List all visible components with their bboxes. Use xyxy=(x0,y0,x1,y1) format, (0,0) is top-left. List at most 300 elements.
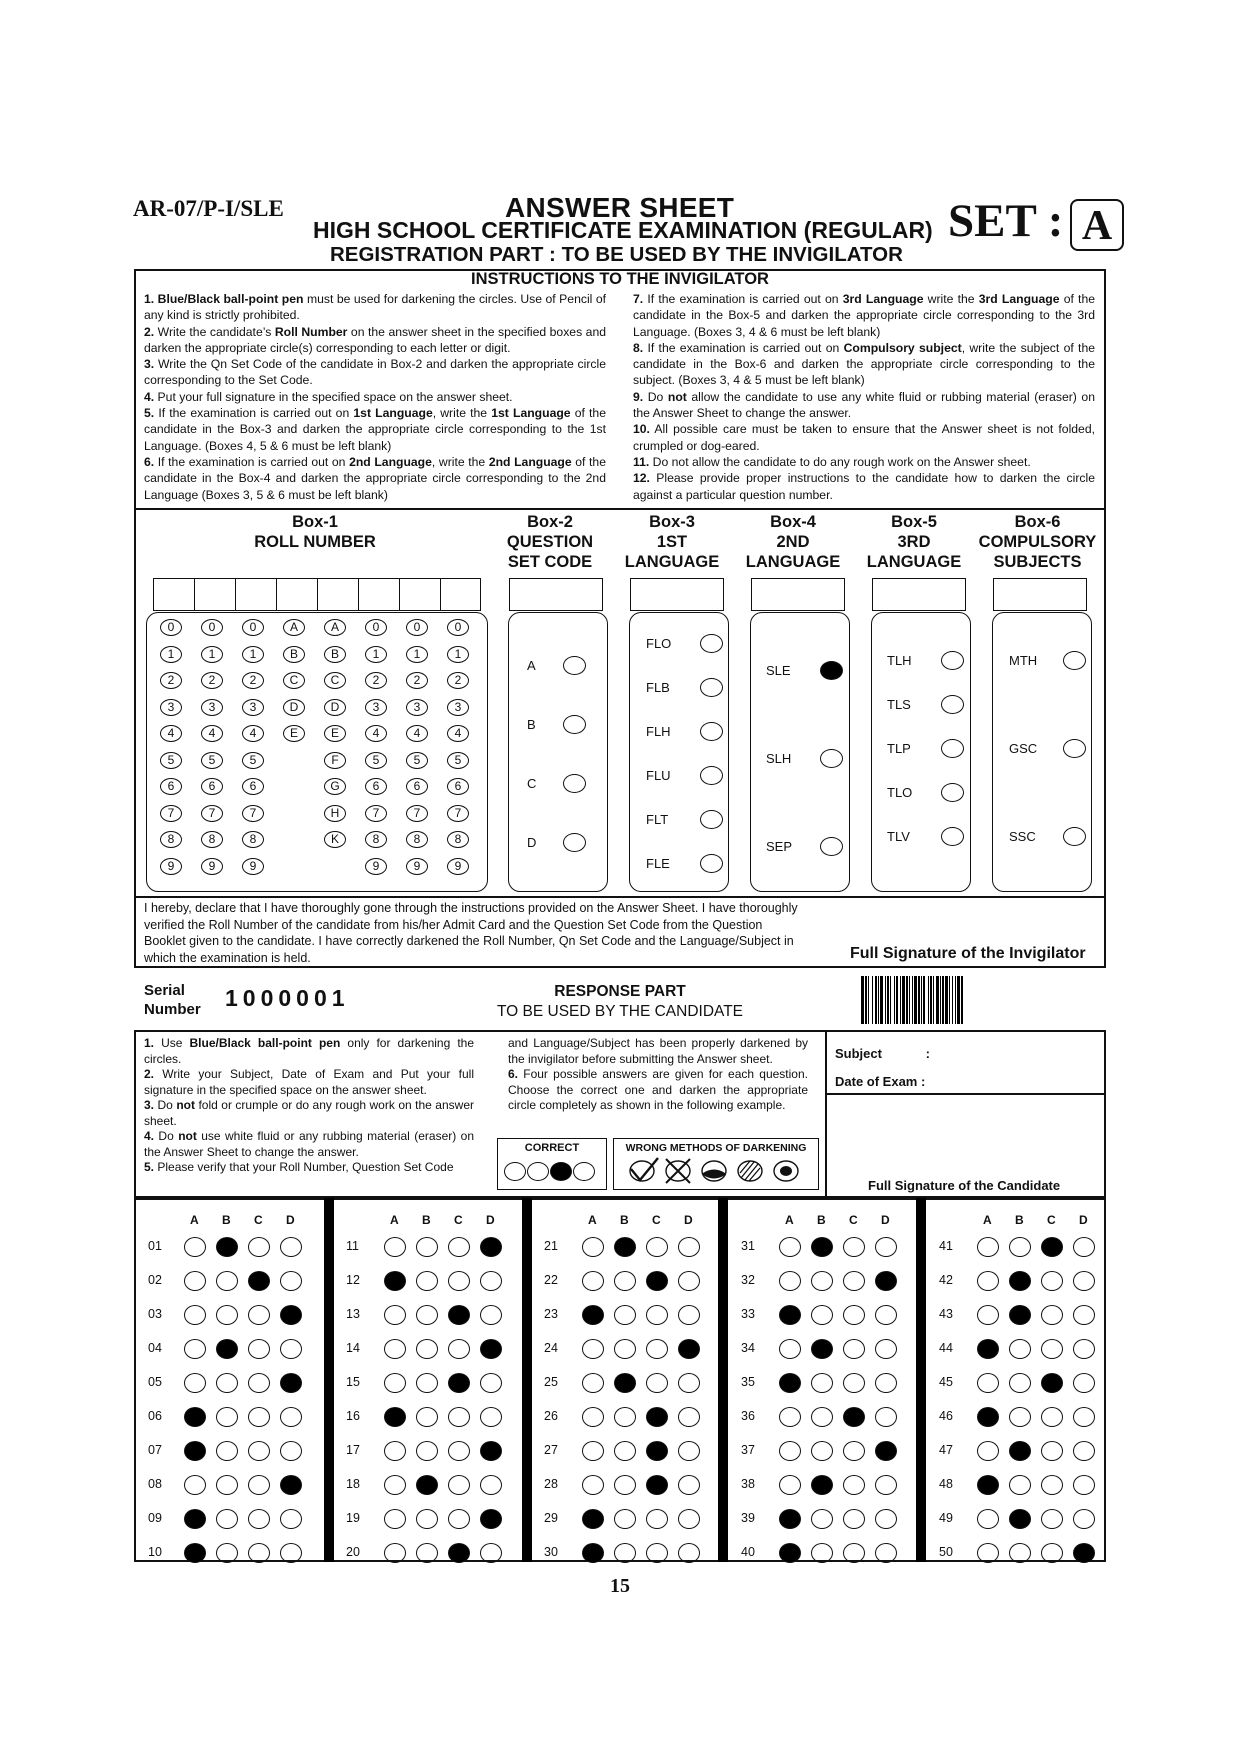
answer-bubble[interactable] xyxy=(448,1441,470,1461)
answer-bubble[interactable] xyxy=(646,1441,668,1461)
answer-bubble[interactable] xyxy=(582,1475,604,1495)
roll-number-bubble[interactable]: 6 xyxy=(447,778,469,795)
answer-bubble[interactable] xyxy=(1041,1237,1063,1257)
answer-bubble[interactable] xyxy=(384,1475,406,1495)
roll-number-bubble[interactable]: 6 xyxy=(242,778,264,795)
box3-option-bubble[interactable] xyxy=(700,678,723,697)
answer-bubble[interactable] xyxy=(843,1339,865,1359)
roll-number-digit-cell[interactable] xyxy=(276,578,318,611)
answer-bubble[interactable] xyxy=(248,1509,270,1529)
answer-bubble[interactable] xyxy=(1073,1475,1095,1495)
answer-bubble[interactable] xyxy=(1041,1373,1063,1393)
answer-bubble[interactable] xyxy=(248,1373,270,1393)
answer-bubble[interactable] xyxy=(977,1271,999,1291)
roll-number-bubble[interactable]: 9 xyxy=(365,858,387,875)
answer-bubble[interactable] xyxy=(779,1441,801,1461)
answer-bubble[interactable] xyxy=(582,1237,604,1257)
answer-bubble[interactable] xyxy=(1041,1475,1063,1495)
answer-bubble[interactable] xyxy=(448,1373,470,1393)
box3-option-bubble[interactable] xyxy=(700,854,723,873)
answer-bubble[interactable] xyxy=(280,1237,302,1257)
answer-bubble[interactable] xyxy=(480,1237,502,1257)
roll-number-bubble[interactable]: D xyxy=(324,699,346,716)
roll-number-digit-cell[interactable] xyxy=(440,578,481,611)
answer-bubble[interactable] xyxy=(582,1407,604,1427)
answer-bubble[interactable] xyxy=(843,1543,865,1563)
box2-option-bubble[interactable] xyxy=(563,774,586,793)
answer-bubble[interactable] xyxy=(216,1339,238,1359)
roll-number-bubble[interactable]: 5 xyxy=(406,752,428,769)
roll-number-bubble[interactable]: A xyxy=(324,619,346,636)
answer-bubble[interactable] xyxy=(678,1509,700,1529)
answer-bubble[interactable] xyxy=(1041,1543,1063,1563)
answer-bubble[interactable] xyxy=(216,1237,238,1257)
answer-bubble[interactable] xyxy=(678,1441,700,1461)
answer-bubble[interactable] xyxy=(448,1305,470,1325)
answer-bubble[interactable] xyxy=(977,1339,999,1359)
answer-bubble[interactable] xyxy=(448,1475,470,1495)
answer-bubble[interactable] xyxy=(448,1237,470,1257)
answer-bubble[interactable] xyxy=(448,1543,470,1563)
answer-bubble[interactable] xyxy=(416,1441,438,1461)
roll-number-bubble[interactable]: 9 xyxy=(160,858,182,875)
answer-bubble[interactable] xyxy=(646,1271,668,1291)
answer-bubble[interactable] xyxy=(779,1373,801,1393)
answer-bubble[interactable] xyxy=(614,1237,636,1257)
answer-bubble[interactable] xyxy=(480,1441,502,1461)
box3-option-bubble[interactable] xyxy=(700,810,723,829)
answer-bubble[interactable] xyxy=(646,1475,668,1495)
roll-number-bubble[interactable]: 1 xyxy=(242,646,264,663)
box5-option-bubble[interactable] xyxy=(941,783,964,802)
answer-bubble[interactable] xyxy=(1009,1509,1031,1529)
roll-number-bubble[interactable]: 0 xyxy=(201,619,223,636)
answer-bubble[interactable] xyxy=(977,1475,999,1495)
answer-bubble[interactable] xyxy=(184,1475,206,1495)
roll-number-bubble[interactable]: 3 xyxy=(160,699,182,716)
answer-bubble[interactable] xyxy=(614,1373,636,1393)
answer-bubble[interactable] xyxy=(614,1509,636,1529)
answer-bubble[interactable] xyxy=(1041,1271,1063,1291)
answer-bubble[interactable] xyxy=(646,1305,668,1325)
roll-number-bubble[interactable]: 5 xyxy=(447,752,469,769)
roll-number-bubble[interactable]: 4 xyxy=(201,725,223,742)
roll-number-bubble[interactable]: 4 xyxy=(365,725,387,742)
answer-bubble[interactable] xyxy=(779,1509,801,1529)
answer-bubble[interactable] xyxy=(1009,1305,1031,1325)
answer-bubble[interactable] xyxy=(875,1543,897,1563)
answer-bubble[interactable] xyxy=(184,1339,206,1359)
answer-bubble[interactable] xyxy=(248,1237,270,1257)
answer-bubble[interactable] xyxy=(184,1305,206,1325)
answer-bubble[interactable] xyxy=(1073,1339,1095,1359)
roll-number-bubble[interactable]: 3 xyxy=(365,699,387,716)
roll-number-bubble[interactable]: 7 xyxy=(365,805,387,822)
answer-bubble[interactable] xyxy=(678,1373,700,1393)
answer-bubble[interactable] xyxy=(248,1407,270,1427)
roll-number-bubble[interactable]: 6 xyxy=(406,778,428,795)
box4-option-bubble[interactable] xyxy=(820,661,843,680)
roll-number-bubble[interactable]: 0 xyxy=(242,619,264,636)
answer-bubble[interactable] xyxy=(1009,1543,1031,1563)
roll-number-bubble[interactable]: 4 xyxy=(242,725,264,742)
answer-bubble[interactable] xyxy=(448,1407,470,1427)
answer-bubble[interactable] xyxy=(184,1373,206,1393)
answer-bubble[interactable] xyxy=(646,1407,668,1427)
box2-option-bubble[interactable] xyxy=(563,715,586,734)
answer-bubble[interactable] xyxy=(216,1475,238,1495)
answer-bubble[interactable] xyxy=(582,1543,604,1563)
answer-bubble[interactable] xyxy=(1009,1373,1031,1393)
box2-option-bubble[interactable] xyxy=(563,656,586,675)
box3-option-bubble[interactable] xyxy=(700,634,723,653)
roll-number-bubble[interactable]: 9 xyxy=(201,858,223,875)
answer-bubble[interactable] xyxy=(384,1373,406,1393)
roll-number-digit-cell[interactable] xyxy=(153,578,195,611)
answer-bubble[interactable] xyxy=(875,1339,897,1359)
answer-bubble[interactable] xyxy=(416,1543,438,1563)
answer-bubble[interactable] xyxy=(811,1339,833,1359)
answer-bubble[interactable] xyxy=(384,1509,406,1529)
answer-bubble[interactable] xyxy=(646,1373,668,1393)
answer-bubble[interactable] xyxy=(977,1441,999,1461)
roll-number-bubble[interactable]: 4 xyxy=(406,725,428,742)
roll-number-bubble[interactable]: 3 xyxy=(242,699,264,716)
answer-bubble[interactable] xyxy=(582,1271,604,1291)
answer-bubble[interactable] xyxy=(977,1373,999,1393)
roll-number-bubble[interactable]: 7 xyxy=(242,805,264,822)
answer-bubble[interactable] xyxy=(582,1339,604,1359)
roll-number-bubble[interactable]: 7 xyxy=(406,805,428,822)
roll-number-bubble[interactable]: 9 xyxy=(242,858,264,875)
answer-bubble[interactable] xyxy=(280,1339,302,1359)
roll-number-bubble[interactable]: 8 xyxy=(365,831,387,848)
answer-bubble[interactable] xyxy=(678,1305,700,1325)
answer-bubble[interactable] xyxy=(779,1305,801,1325)
answer-bubble[interactable] xyxy=(1009,1271,1031,1291)
answer-bubble[interactable] xyxy=(678,1475,700,1495)
answer-bubble[interactable] xyxy=(843,1271,865,1291)
box5-write-cell[interactable] xyxy=(872,578,966,611)
answer-bubble[interactable] xyxy=(480,1271,502,1291)
answer-bubble[interactable] xyxy=(811,1237,833,1257)
roll-number-bubble[interactable]: D xyxy=(283,699,305,716)
answer-bubble[interactable] xyxy=(1009,1339,1031,1359)
roll-number-bubble[interactable]: 8 xyxy=(447,831,469,848)
answer-bubble[interactable] xyxy=(184,1237,206,1257)
answer-bubble[interactable] xyxy=(582,1373,604,1393)
answer-bubble[interactable] xyxy=(480,1373,502,1393)
roll-number-bubble[interactable]: 2 xyxy=(160,672,182,689)
answer-bubble[interactable] xyxy=(480,1475,502,1495)
answer-bubble[interactable] xyxy=(614,1441,636,1461)
answer-bubble[interactable] xyxy=(384,1441,406,1461)
answer-bubble[interactable] xyxy=(216,1509,238,1529)
roll-number-bubble[interactable]: B xyxy=(283,646,305,663)
answer-bubble[interactable] xyxy=(843,1237,865,1257)
answer-bubble[interactable] xyxy=(248,1475,270,1495)
roll-number-bubble[interactable]: 6 xyxy=(160,778,182,795)
answer-bubble[interactable] xyxy=(280,1441,302,1461)
roll-number-bubble[interactable]: C xyxy=(283,672,305,689)
answer-bubble[interactable] xyxy=(811,1475,833,1495)
answer-bubble[interactable] xyxy=(416,1407,438,1427)
answer-bubble[interactable] xyxy=(843,1305,865,1325)
answer-bubble[interactable] xyxy=(216,1271,238,1291)
answer-bubble[interactable] xyxy=(480,1543,502,1563)
answer-bubble[interactable] xyxy=(614,1543,636,1563)
box6-write-cell[interactable] xyxy=(993,578,1087,611)
roll-number-bubble[interactable]: 0 xyxy=(447,619,469,636)
answer-bubble[interactable] xyxy=(416,1305,438,1325)
answer-bubble[interactable] xyxy=(216,1407,238,1427)
answer-bubble[interactable] xyxy=(1041,1305,1063,1325)
answer-bubble[interactable] xyxy=(843,1373,865,1393)
answer-bubble[interactable] xyxy=(1073,1373,1095,1393)
roll-number-bubble[interactable]: 0 xyxy=(406,619,428,636)
answer-bubble[interactable] xyxy=(977,1543,999,1563)
answer-bubble[interactable] xyxy=(678,1407,700,1427)
answer-bubble[interactable] xyxy=(448,1271,470,1291)
roll-number-digit-cell[interactable] xyxy=(399,578,441,611)
box5-option-bubble[interactable] xyxy=(941,695,964,714)
answer-bubble[interactable] xyxy=(448,1339,470,1359)
roll-number-digit-cell[interactable] xyxy=(317,578,359,611)
answer-bubble[interactable] xyxy=(678,1237,700,1257)
answer-bubble[interactable] xyxy=(1073,1305,1095,1325)
roll-number-bubble[interactable]: 5 xyxy=(242,752,264,769)
answer-bubble[interactable] xyxy=(678,1339,700,1359)
answer-bubble[interactable] xyxy=(1009,1407,1031,1427)
answer-bubble[interactable] xyxy=(384,1407,406,1427)
answer-bubble[interactable] xyxy=(1073,1407,1095,1427)
roll-number-bubble[interactable]: 1 xyxy=(447,646,469,663)
roll-number-bubble[interactable]: 2 xyxy=(242,672,264,689)
answer-bubble[interactable] xyxy=(280,1475,302,1495)
answer-bubble[interactable] xyxy=(248,1441,270,1461)
answer-bubble[interactable] xyxy=(779,1339,801,1359)
answer-bubble[interactable] xyxy=(875,1373,897,1393)
roll-number-bubble[interactable]: B xyxy=(324,646,346,663)
answer-bubble[interactable] xyxy=(1009,1475,1031,1495)
roll-number-bubble[interactable]: A xyxy=(283,619,305,636)
answer-bubble[interactable] xyxy=(875,1407,897,1427)
roll-number-bubble[interactable]: 0 xyxy=(160,619,182,636)
answer-bubble[interactable] xyxy=(811,1509,833,1529)
answer-bubble[interactable] xyxy=(1009,1237,1031,1257)
answer-bubble[interactable] xyxy=(875,1305,897,1325)
answer-bubble[interactable] xyxy=(416,1237,438,1257)
box6-option-bubble[interactable] xyxy=(1063,739,1086,758)
answer-bubble[interactable] xyxy=(779,1271,801,1291)
answer-bubble[interactable] xyxy=(248,1339,270,1359)
answer-bubble[interactable] xyxy=(678,1271,700,1291)
answer-bubble[interactable] xyxy=(1073,1543,1095,1563)
roll-number-bubble[interactable]: 8 xyxy=(201,831,223,848)
answer-bubble[interactable] xyxy=(280,1271,302,1291)
answer-bubble[interactable] xyxy=(248,1543,270,1563)
answer-bubble[interactable] xyxy=(280,1509,302,1529)
roll-number-bubble[interactable]: 4 xyxy=(160,725,182,742)
roll-number-bubble[interactable]: 1 xyxy=(160,646,182,663)
answer-bubble[interactable] xyxy=(416,1339,438,1359)
answer-bubble[interactable] xyxy=(1009,1441,1031,1461)
roll-number-bubble[interactable]: 5 xyxy=(201,752,223,769)
roll-number-bubble[interactable]: 2 xyxy=(447,672,469,689)
answer-bubble[interactable] xyxy=(614,1407,636,1427)
roll-number-bubble[interactable]: H xyxy=(324,805,346,822)
roll-number-bubble[interactable]: 8 xyxy=(242,831,264,848)
answer-bubble[interactable] xyxy=(248,1271,270,1291)
answer-bubble[interactable] xyxy=(811,1407,833,1427)
answer-bubble[interactable] xyxy=(384,1305,406,1325)
answer-bubble[interactable] xyxy=(977,1407,999,1427)
answer-bubble[interactable] xyxy=(1041,1509,1063,1529)
answer-bubble[interactable] xyxy=(811,1305,833,1325)
answer-bubble[interactable] xyxy=(248,1305,270,1325)
answer-bubble[interactable] xyxy=(448,1509,470,1529)
roll-number-bubble[interactable]: 7 xyxy=(447,805,469,822)
roll-number-bubble[interactable]: 7 xyxy=(201,805,223,822)
box2-option-bubble[interactable] xyxy=(563,833,586,852)
answer-bubble[interactable] xyxy=(216,1373,238,1393)
answer-bubble[interactable] xyxy=(184,1407,206,1427)
answer-bubble[interactable] xyxy=(184,1543,206,1563)
answer-bubble[interactable] xyxy=(614,1475,636,1495)
box4-option-bubble[interactable] xyxy=(820,749,843,768)
answer-bubble[interactable] xyxy=(1073,1509,1095,1529)
answer-bubble[interactable] xyxy=(875,1509,897,1529)
answer-bubble[interactable] xyxy=(416,1271,438,1291)
answer-bubble[interactable] xyxy=(1073,1237,1095,1257)
answer-bubble[interactable] xyxy=(184,1271,206,1291)
answer-bubble[interactable] xyxy=(843,1407,865,1427)
answer-bubble[interactable] xyxy=(280,1373,302,1393)
answer-bubble[interactable] xyxy=(582,1305,604,1325)
roll-number-digit-cell[interactable] xyxy=(194,578,236,611)
answer-bubble[interactable] xyxy=(384,1339,406,1359)
roll-number-bubble[interactable]: 2 xyxy=(406,672,428,689)
answer-bubble[interactable] xyxy=(1041,1441,1063,1461)
roll-number-bubble[interactable]: C xyxy=(324,672,346,689)
answer-bubble[interactable] xyxy=(646,1543,668,1563)
answer-bubble[interactable] xyxy=(614,1305,636,1325)
box3-write-cell[interactable] xyxy=(630,578,724,611)
box6-option-bubble[interactable] xyxy=(1063,651,1086,670)
answer-bubble[interactable] xyxy=(811,1271,833,1291)
roll-number-bubble[interactable]: 2 xyxy=(201,672,223,689)
answer-bubble[interactable] xyxy=(875,1441,897,1461)
answer-bubble[interactable] xyxy=(811,1373,833,1393)
roll-number-bubble[interactable]: 3 xyxy=(406,699,428,716)
roll-number-bubble[interactable]: 2 xyxy=(365,672,387,689)
roll-number-bubble[interactable]: 9 xyxy=(406,858,428,875)
answer-bubble[interactable] xyxy=(875,1271,897,1291)
answer-bubble[interactable] xyxy=(646,1339,668,1359)
answer-bubble[interactable] xyxy=(280,1543,302,1563)
answer-bubble[interactable] xyxy=(184,1441,206,1461)
box5-option-bubble[interactable] xyxy=(941,739,964,758)
roll-number-bubble[interactable]: 6 xyxy=(365,778,387,795)
box3-option-bubble[interactable] xyxy=(700,722,723,741)
roll-number-digit-cell[interactable] xyxy=(235,578,277,611)
subject-field[interactable] xyxy=(835,1046,930,1061)
answer-bubble[interactable] xyxy=(843,1509,865,1529)
answer-bubble[interactable] xyxy=(646,1237,668,1257)
answer-bubble[interactable] xyxy=(280,1305,302,1325)
answer-bubble[interactable] xyxy=(678,1543,700,1563)
roll-number-bubble[interactable]: 1 xyxy=(406,646,428,663)
roll-number-bubble[interactable]: 4 xyxy=(447,725,469,742)
answer-bubble[interactable] xyxy=(216,1441,238,1461)
roll-number-bubble[interactable]: 7 xyxy=(160,805,182,822)
answer-bubble[interactable] xyxy=(779,1543,801,1563)
answer-bubble[interactable] xyxy=(480,1509,502,1529)
answer-bubble[interactable] xyxy=(416,1475,438,1495)
answer-bubble[interactable] xyxy=(1041,1339,1063,1359)
roll-number-bubble[interactable]: 3 xyxy=(201,699,223,716)
box5-option-bubble[interactable] xyxy=(941,827,964,846)
answer-bubble[interactable] xyxy=(779,1237,801,1257)
answer-bubble[interactable] xyxy=(843,1475,865,1495)
roll-number-bubble[interactable]: 8 xyxy=(160,831,182,848)
answer-bubble[interactable] xyxy=(582,1441,604,1461)
answer-bubble[interactable] xyxy=(1073,1271,1095,1291)
answer-bubble[interactable] xyxy=(384,1271,406,1291)
answer-bubble[interactable] xyxy=(875,1237,897,1257)
answer-bubble[interactable] xyxy=(480,1407,502,1427)
answer-bubble[interactable] xyxy=(384,1237,406,1257)
roll-number-bubble[interactable]: K xyxy=(324,831,346,848)
answer-bubble[interactable] xyxy=(811,1543,833,1563)
answer-bubble[interactable] xyxy=(977,1237,999,1257)
box6-option-bubble[interactable] xyxy=(1063,827,1086,846)
box2-write-cell[interactable] xyxy=(509,578,603,611)
box4-option-bubble[interactable] xyxy=(820,837,843,856)
answer-bubble[interactable] xyxy=(977,1509,999,1529)
box4-write-cell[interactable] xyxy=(751,578,845,611)
answer-bubble[interactable] xyxy=(216,1543,238,1563)
answer-bubble[interactable] xyxy=(977,1305,999,1325)
answer-bubble[interactable] xyxy=(779,1407,801,1427)
box5-option-bubble[interactable] xyxy=(941,651,964,670)
answer-bubble[interactable] xyxy=(1073,1441,1095,1461)
roll-number-bubble[interactable]: 5 xyxy=(160,752,182,769)
roll-number-bubble[interactable]: F xyxy=(324,752,346,769)
roll-number-bubble[interactable]: 5 xyxy=(365,752,387,769)
answer-bubble[interactable] xyxy=(184,1509,206,1529)
answer-bubble[interactable] xyxy=(875,1475,897,1495)
roll-number-bubble[interactable]: 8 xyxy=(406,831,428,848)
roll-number-bubble[interactable]: 0 xyxy=(365,619,387,636)
roll-number-bubble[interactable]: G xyxy=(324,778,346,795)
answer-bubble[interactable] xyxy=(843,1441,865,1461)
answer-bubble[interactable] xyxy=(416,1509,438,1529)
roll-number-bubble[interactable]: 9 xyxy=(447,858,469,875)
roll-number-bubble[interactable]: E xyxy=(324,725,346,742)
answer-bubble[interactable] xyxy=(614,1339,636,1359)
roll-number-digit-cell[interactable] xyxy=(358,578,400,611)
box3-option-bubble[interactable] xyxy=(700,766,723,785)
answer-bubble[interactable] xyxy=(1041,1407,1063,1427)
roll-number-bubble[interactable]: 6 xyxy=(201,778,223,795)
answer-bubble[interactable] xyxy=(779,1475,801,1495)
roll-number-bubble[interactable]: 1 xyxy=(365,646,387,663)
answer-bubble[interactable] xyxy=(811,1441,833,1461)
answer-bubble[interactable] xyxy=(216,1305,238,1325)
answer-bubble[interactable] xyxy=(614,1271,636,1291)
answer-bubble[interactable] xyxy=(416,1373,438,1393)
